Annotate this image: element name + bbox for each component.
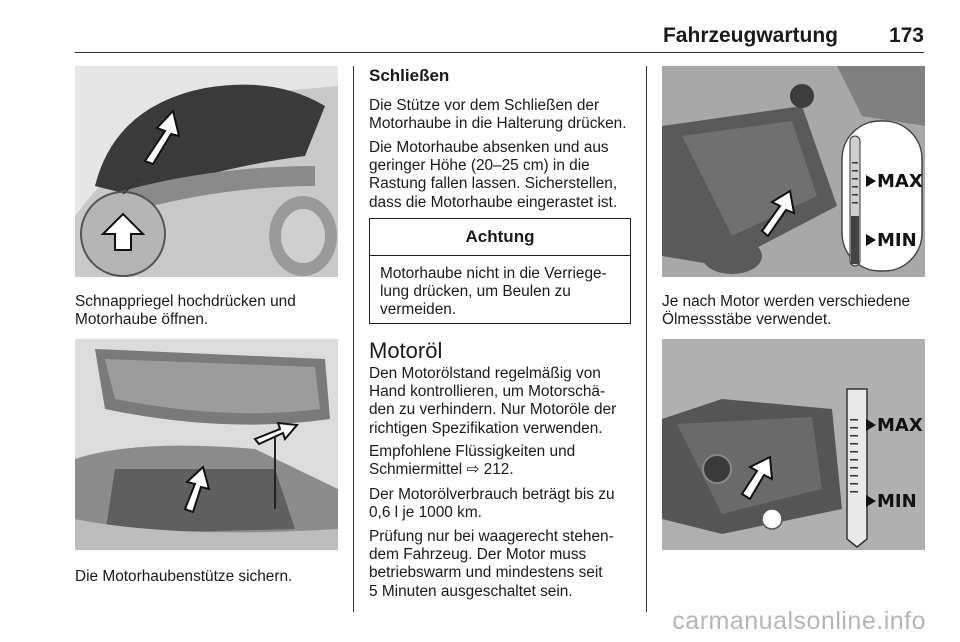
section-heading-schliessen: Schließen (369, 66, 450, 85)
oil-text-4-line-3: betriebswarm und mindestens seit (369, 564, 603, 582)
header-rule (75, 52, 924, 53)
figure-bonnet-stay (75, 339, 338, 550)
dipstick-a-min-label: MIN (877, 230, 917, 251)
oil-text-1-line-4: richtigen Spezifikation verwenden. (369, 419, 603, 437)
warning-text-line-2: lung drücken, um Beulen zu (380, 283, 571, 301)
figure-dipstick-type-b (662, 339, 925, 550)
page-header-title: Fahrzeugwartung (662, 24, 838, 47)
dipstick-b-min-label: MIN (877, 491, 917, 512)
caption-bonnet-latch-line-2: Motorhaube öffnen. (75, 311, 209, 329)
close-text-2-line-4: dass die Motorhaube eingerastet ist. (369, 193, 618, 211)
oil-text-1-line-2: Hand kontrollieren, um Motorschä- (369, 383, 606, 401)
watermark: carmanualsonline.info (672, 607, 926, 635)
caption-bonnet-latch-line-1: Schnappriegel hochdrücken und (75, 293, 296, 310)
caption-dipsticks-line-1: Je nach Motor werden verschiedene (662, 293, 911, 310)
warning-title: Achtung (370, 219, 630, 256)
close-text-2-line-1: Die Motorhaube absenken und aus (369, 139, 609, 156)
oil-text-1-line-1: Den Motorölstand regelmäßig von (369, 365, 601, 382)
figure-bonnet-latch (75, 66, 338, 277)
close-text-1-line-1: Die Stütze vor dem Schließen der (369, 97, 600, 114)
oil-text-3-line-1: Der Motorölverbrauch beträgt bis zu (369, 486, 615, 503)
oil-text-1-line-3: den zu verhindern. Nur Motoröle der (369, 401, 617, 419)
page-number: 173 (888, 24, 924, 47)
dipstick-b-max-label: MAX (877, 415, 923, 436)
figure-dipstick-type-a (662, 66, 925, 277)
dipstick-a-max-label: MAX (877, 171, 923, 192)
oil-text-2-line-2: Schmiermittel ⇨ 212. (369, 461, 514, 479)
oil-text-3-line-2: 0,6 l je 1000 km. (369, 504, 482, 522)
close-text-2-line-3: Rastung fallen lassen. Sicherstellen, (369, 175, 618, 193)
oil-text-4-line-4: 5 Minuten ausgeschaltet sein. (369, 582, 573, 600)
column-divider-left (353, 66, 354, 612)
close-text-2-line-2: geringer Höhe (20–25 cm) in die (369, 157, 590, 175)
warning-text-line-3: vermeiden. (380, 301, 457, 319)
warning-box (369, 218, 631, 324)
oil-text-2-line-1: Empfohlene Flüssigkeiten und (369, 443, 576, 460)
close-text-1-line-2: Motorhaube in die Halterung drücken. (369, 115, 627, 133)
caption-bonnet-stay: Die Motorhaubenstütze sichern. (75, 568, 293, 585)
oil-text-4-line-2: dem Fahrzeug. Der Motor muss (369, 546, 587, 564)
oil-text-4-line-1: Prüfung nur bei waagerecht stehen- (369, 528, 614, 545)
column-divider-right (646, 66, 647, 612)
section-heading-motoroel: Motoröl (369, 338, 443, 363)
caption-dipsticks-line-2: Ölmessstäbe verwendet. (662, 311, 832, 329)
warning-text-line-1: Motorhaube nicht in die Verriege- (380, 265, 607, 282)
